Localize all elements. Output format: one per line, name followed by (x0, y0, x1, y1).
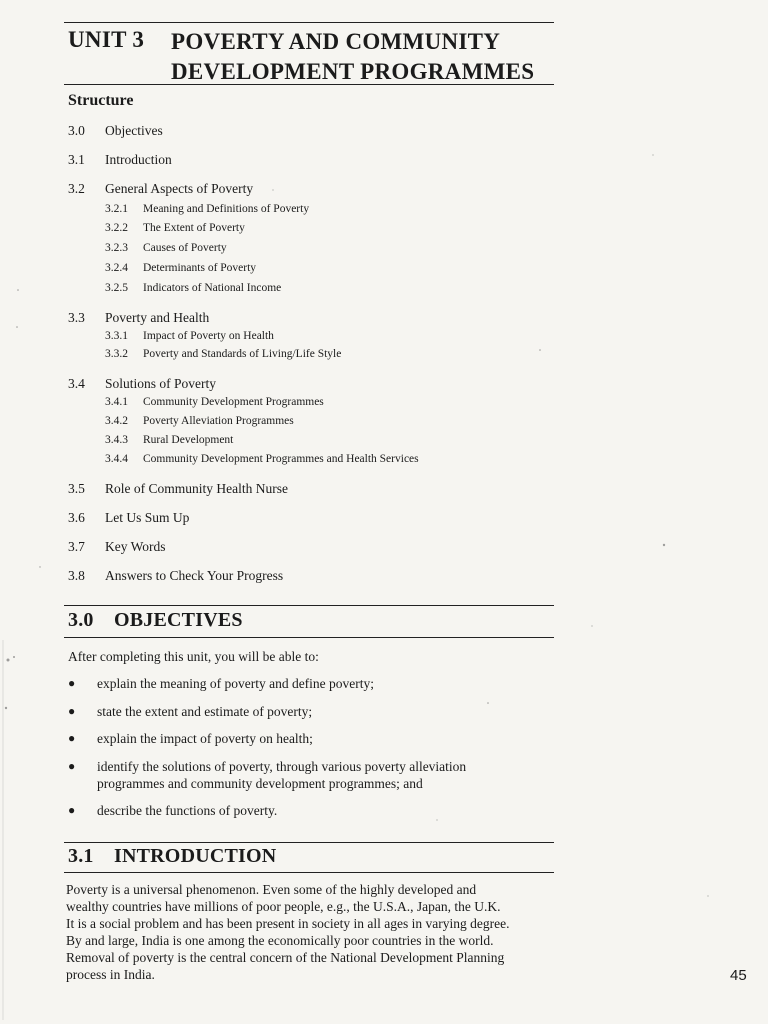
bullet-icon: ● (68, 803, 76, 817)
introduction-bottom-rule (64, 872, 554, 873)
page-number: 45 (730, 967, 747, 984)
section-title: OBJECTIVES (114, 609, 243, 631)
toc-subitem-number: 3.3.2 (105, 348, 128, 360)
list-item-text: describe the functions of poverty. (97, 803, 278, 818)
toc-item-label: General Aspects of Poverty (105, 181, 254, 196)
section-number: 3.1 (68, 845, 94, 867)
toc-subitem-label: Rural Development (143, 434, 234, 446)
toc-subitem-number: 3.3.1 (105, 330, 128, 342)
toc-item-number: 3.4 (68, 376, 85, 391)
structure-heading: Structure (68, 92, 134, 109)
paragraph-line: wealthy countries have millions of poor people, e.g., the U.S.A., Japan, the U.K. (66, 899, 501, 914)
list-item-text: explain the impact of poverty on health; (97, 731, 313, 746)
objectives-heading (68, 609, 243, 632)
toc-subitem-label: Poverty Alleviation Programmes (143, 415, 294, 427)
introduction-top-rule (64, 842, 554, 843)
unit-label: UNIT 3 (68, 27, 145, 52)
toc-item-label: Key Words (105, 539, 166, 554)
bullet-icon: ● (68, 759, 76, 773)
toc-item-number: 3.3 (68, 310, 85, 325)
toc-subitem-label: Meaning and Definitions of Poverty (143, 203, 310, 215)
toc-subitem-label: Indicators of National Income (143, 282, 282, 294)
toc-subitem-number: 3.4.2 (105, 415, 128, 427)
section-number: 3.0 (68, 609, 94, 631)
bullet-icon: ● (68, 676, 76, 690)
toc-subitem-number: 3.2.5 (105, 282, 128, 294)
toc-subitem-number: 3.2.1 (105, 203, 128, 215)
toc-item-label: Let Us Sum Up (105, 510, 190, 525)
list-item-text: explain the meaning of poverty and define poverty; (97, 676, 375, 691)
toc-item-number: 3.7 (68, 539, 85, 554)
toc-subitem-number: 3.4.3 (105, 434, 128, 446)
list-item-text: state the extent and estimate of poverty; (97, 704, 313, 719)
toc-item-label: Solutions of Poverty (105, 376, 217, 391)
toc-subitem-number: 3.2.2 (105, 222, 128, 234)
toc-item-number: 3.1 (68, 152, 85, 167)
toc-subitem-label: Causes of Poverty (143, 242, 227, 254)
paragraph-line: Removal of poverty is the central concern of the National Development Planning (66, 950, 505, 965)
toc-subitem-number: 3.2.4 (105, 262, 128, 274)
toc-subitem-label: Community Development Programmes (143, 396, 324, 408)
toc-subitem-number: 3.4.1 (105, 396, 128, 408)
toc-subitem-label: Impact of Poverty on Health (143, 330, 274, 342)
toc-subitem-label: Determinants of Poverty (143, 262, 257, 274)
top-rule (64, 22, 554, 23)
objectives-bottom-rule (64, 637, 554, 638)
bullet-icon: ● (68, 704, 76, 718)
introduction-heading (68, 845, 276, 868)
introduction-paragraph (66, 881, 566, 983)
toc-item-label: Role of Community Health Nurse (105, 481, 288, 496)
toc-item-number: 3.0 (68, 123, 85, 138)
objectives-lead-text: After completing this unit, you will be able to: (68, 649, 319, 664)
toc-item-label: Introduction (105, 152, 172, 167)
toc-subitem-number: 3.2.3 (105, 242, 128, 254)
toc-item-label: Objectives (105, 123, 163, 138)
toc-subitem-label: Community Development Programmes and Health Services (143, 453, 419, 465)
toc-item-number: 3.8 (68, 568, 85, 583)
unit-title-line-2: DEVELOPMENT PROGRAMMES (171, 59, 535, 84)
unit-title (171, 27, 534, 87)
bullet-icon: ● (68, 731, 76, 745)
toc-item-label: Poverty and Health (105, 310, 210, 325)
objectives-top-rule (64, 605, 554, 606)
toc-item-number: 3.5 (68, 481, 85, 496)
section-title: INTRODUCTION (114, 845, 277, 867)
header-bottom-rule (64, 84, 554, 85)
paragraph-line: process in India. (66, 967, 155, 982)
paragraph-line: Poverty is a universal phenomenon. Even some of the highly developed and (66, 882, 477, 897)
toc-subitem-number: 3.4.4 (105, 453, 128, 465)
toc-item-number: 3.2 (68, 181, 85, 196)
list-item-text: identify the solutions of poverty, through various poverty alleviation programmes and community development programmes; and (97, 759, 467, 791)
unit-title-line-1: POVERTY AND COMMUNITY (171, 29, 501, 54)
toc-item-number: 3.6 (68, 510, 85, 525)
toc-subitem-label: The Extent of Poverty (143, 222, 245, 234)
toc-item-label: Answers to Check Your Progress (105, 568, 284, 583)
paragraph-line: It is a social problem and has been present in society in all ages in varying degree. (66, 916, 510, 931)
toc-subitem-label: Poverty and Standards of Living/Life Style (143, 348, 342, 360)
paragraph-line: By and large, India is one among the economically poor countries in the world. (66, 933, 494, 948)
